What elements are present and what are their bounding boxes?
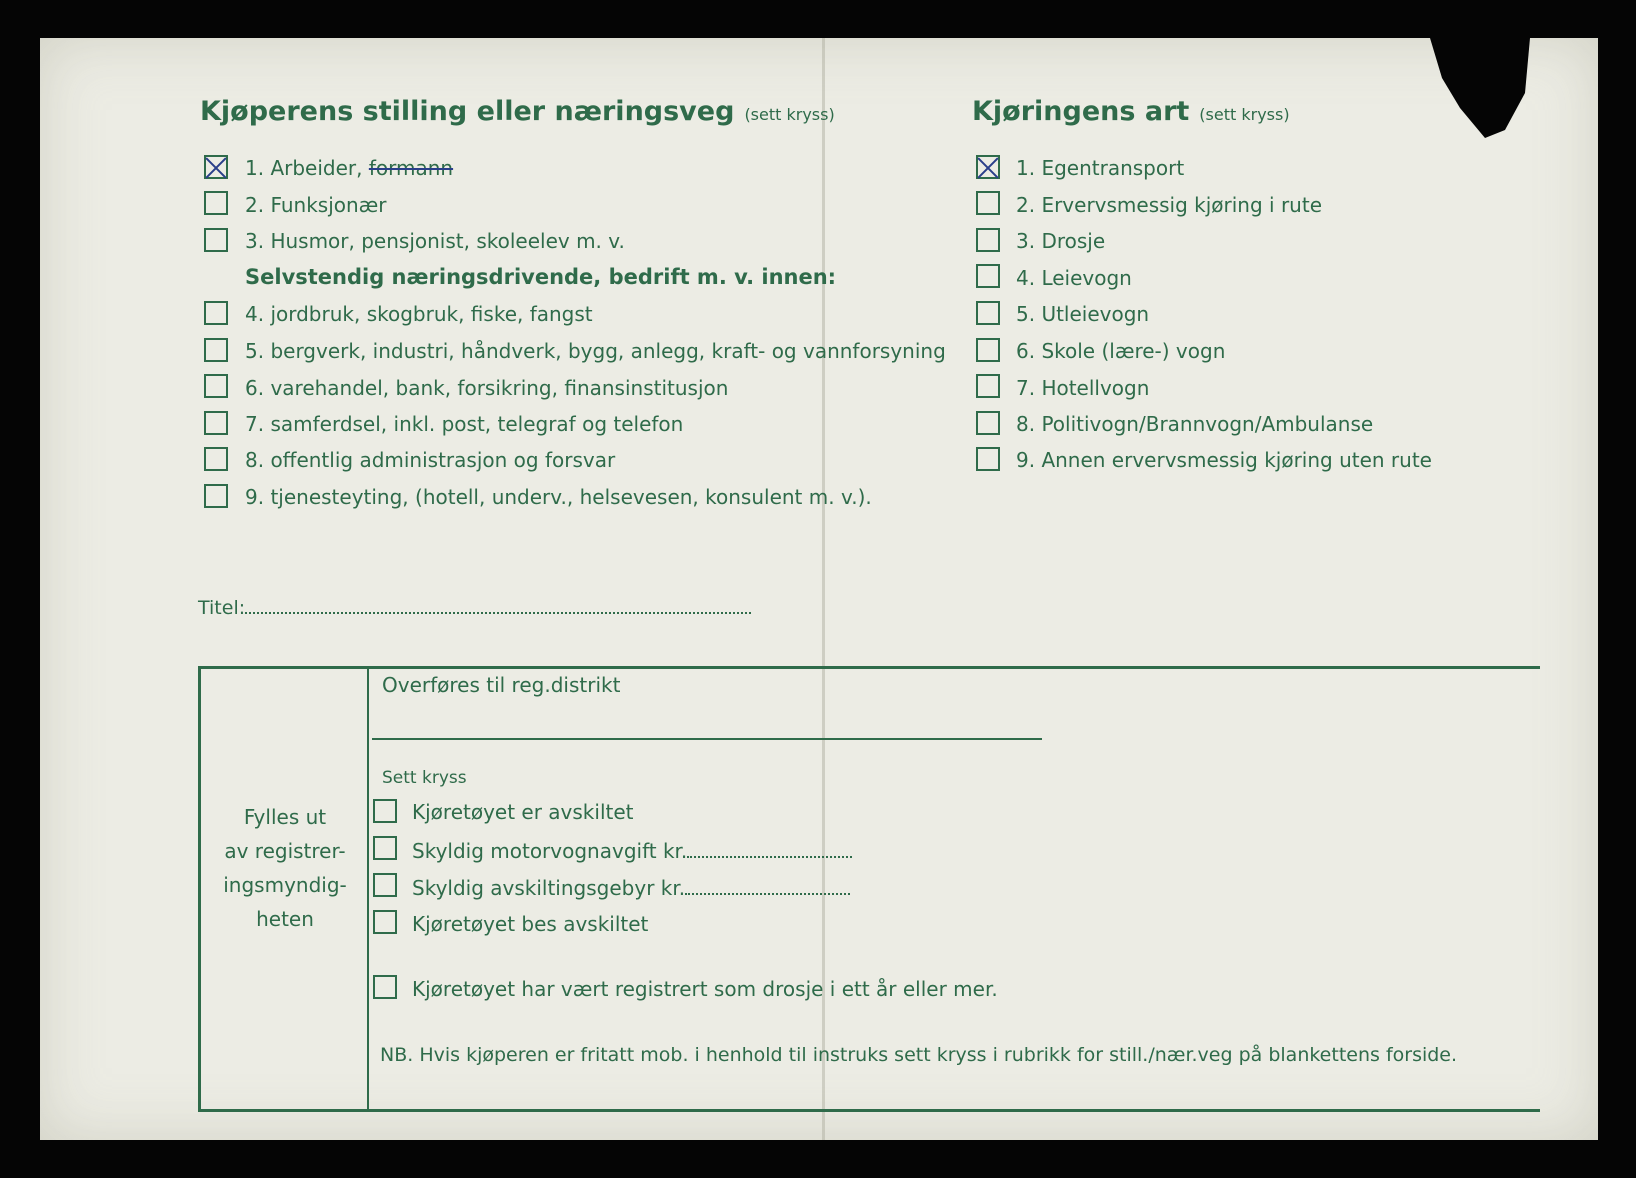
business-checkbox-7[interactable] — [204, 411, 228, 435]
business-label-9: 9. tjenesteyting, (hotell, underv., helsevesen, konsulent m. v.). — [245, 485, 872, 509]
authority-side-label — [205, 800, 365, 936]
title-field-dotted-line[interactable] — [245, 596, 751, 614]
occupation-label-1-struck: formann — [368, 156, 454, 180]
driving-label-6: 6. Skole (lære-) vogn — [1016, 339, 1226, 363]
authority-box-divider — [367, 668, 369, 1110]
authority-label-taxi-year: Kjøretøyet har vært registrert som drosje i ett år eller mer. — [412, 977, 998, 1001]
authority-checkbox-request-deregister[interactable] — [373, 910, 397, 934]
authority-checkbox-taxi-year[interactable] — [373, 975, 397, 999]
authority-checkbox-vehicle-tax[interactable] — [373, 836, 397, 860]
torn-corner — [1430, 38, 1530, 138]
business-label-8: 8. offentlig administrasjon og forsvar — [245, 448, 616, 472]
occupation-checkbox-2[interactable] — [204, 191, 228, 215]
business-checkbox-8[interactable] — [204, 447, 228, 471]
driving-checkbox-8[interactable] — [976, 411, 1000, 435]
check-hint: Sett kryss — [382, 768, 467, 788]
driving-type-heading-hint: (sett kryss) — [1199, 105, 1290, 124]
business-checkbox-4[interactable] — [204, 301, 228, 325]
vehicle-tax-amount-line[interactable] — [687, 840, 852, 858]
driving-label-5: 5. Utleievogn — [1016, 302, 1150, 326]
driving-type-heading-text: Kjøringens art — [972, 96, 1190, 127]
business-label-7: 7. samferdsel, inkl. post, telegraf og telefon — [245, 412, 684, 436]
buyer-occupation-heading-text: Kjøperens stilling eller næringsveg — [200, 96, 735, 127]
occupation-label-3: 3. Husmor, pensjonist, skoleelev m. v. — [245, 229, 625, 253]
authority-side-label-line-4: heten — [256, 907, 314, 931]
driving-label-8: 8. Politivogn/Brannvogn/Ambulanse — [1016, 412, 1374, 436]
authority-label-vehicle-tax — [412, 840, 852, 861]
driving-label-3: 3. Drosje — [1016, 229, 1106, 253]
buyer-occupation-heading — [200, 98, 835, 125]
occupation-label-1-text: 1. Arbeider, — [245, 156, 369, 180]
driving-checkbox-2[interactable] — [976, 191, 1000, 215]
authority-label-request-deregister: Kjøretøyet bes avskiltet — [412, 912, 649, 936]
title-field-label: Titel: — [198, 597, 246, 619]
driving-checkbox-7[interactable] — [976, 374, 1000, 398]
driving-checkbox-1[interactable] — [976, 155, 1000, 179]
driving-label-7: 7. Hotellvogn — [1016, 376, 1150, 400]
driving-label-9: 9. Annen ervervsmessig kjøring uten rute — [1016, 448, 1432, 472]
mobilization-note: NB. Hvis kjøperen er fritatt mob. i henhold til instruks sett kryss i rubrikk for still./nær.veg på blankettens forside. — [380, 1044, 1458, 1066]
authority-side-label-line-2: av registrer- — [224, 839, 346, 863]
occupation-label-2: 2. Funksjonær — [245, 193, 387, 217]
authority-label-deregistered: Kjøretøyet er avskiltet — [412, 800, 634, 824]
driving-checkbox-6[interactable] — [976, 338, 1000, 362]
transfer-district-line[interactable] — [372, 738, 1042, 740]
driving-label-1: 1. Egentransport — [1016, 156, 1185, 180]
business-checkbox-6[interactable] — [204, 374, 228, 398]
authority-label-plate-fee — [412, 877, 850, 898]
business-checkbox-9[interactable] — [204, 484, 228, 508]
authority-side-label-line-3: ingsmyndig- — [223, 873, 347, 897]
self-employed-subheading: Selvstendig næringsdrivende, bedrift m. v. innen: — [245, 265, 837, 289]
title-field[interactable] — [198, 596, 751, 618]
buyer-occupation-heading-hint: (sett kryss) — [744, 105, 835, 124]
occupation-label-1 — [245, 158, 453, 178]
driving-checkbox-3[interactable] — [976, 228, 1000, 252]
transfer-district-label: Overføres til reg.distrikt — [382, 673, 621, 697]
business-label-6: 6. varehandel, bank, forsikring, finansinstitusjon — [245, 376, 729, 400]
authority-label-plate-fee-text: Skyldig avskiltingsgebyr kr. — [412, 876, 686, 900]
business-label-5: 5. bergverk, industri, håndverk, bygg, anlegg, kraft- og vannforsyning — [245, 339, 946, 363]
authority-side-label-line-1: Fylles ut — [243, 805, 327, 829]
business-label-4: 4. jordbruk, skogbruk, fiske, fangst — [245, 302, 593, 326]
business-checkbox-5[interactable] — [204, 338, 228, 362]
driving-label-2: 2. Ervervsmessig kjøring i rute — [1016, 193, 1322, 217]
driving-checkbox-9[interactable] — [976, 447, 1000, 471]
driving-checkbox-4[interactable] — [976, 264, 1000, 288]
occupation-checkbox-1[interactable] — [204, 155, 228, 179]
authority-label-vehicle-tax-text: Skyldig motorvognavgift kr. — [412, 839, 688, 863]
driving-label-4: 4. Leievogn — [1016, 266, 1132, 290]
occupation-checkbox-3[interactable] — [204, 228, 228, 252]
authority-checkbox-plate-fee[interactable] — [373, 873, 397, 897]
plate-fee-amount-line[interactable] — [685, 877, 850, 895]
driving-checkbox-5[interactable] — [976, 301, 1000, 325]
authority-checkbox-deregistered[interactable] — [373, 799, 397, 823]
driving-type-heading — [972, 98, 1290, 125]
